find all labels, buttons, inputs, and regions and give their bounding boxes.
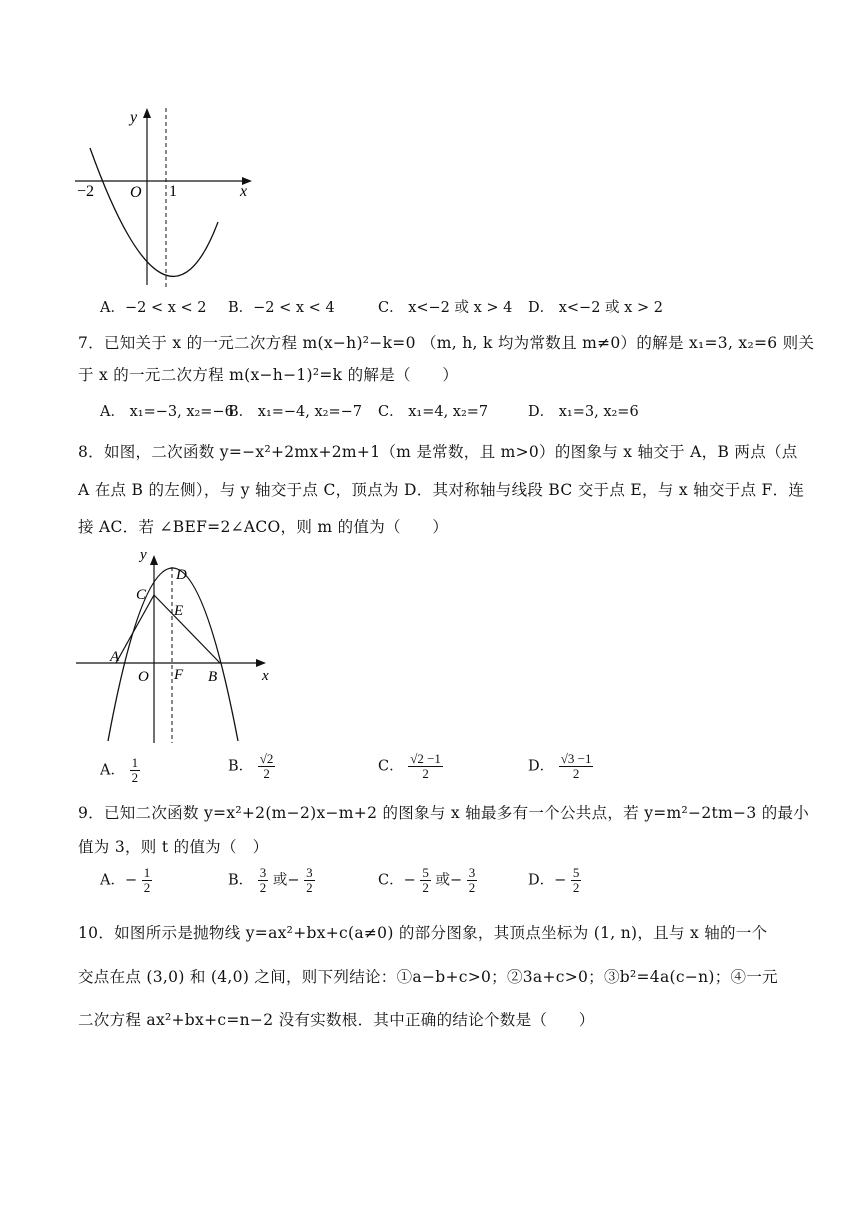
origin-label: O	[138, 669, 149, 685]
fraction	[304, 866, 315, 895]
option-label: A．−	[100, 872, 138, 889]
x-axis-label: x	[262, 668, 269, 684]
q8-option-d[interactable]	[528, 752, 593, 781]
option-label: D．	[528, 758, 555, 775]
fraction	[142, 866, 153, 895]
fraction	[258, 752, 276, 781]
y-axis-arrow	[143, 108, 151, 118]
numerator: √2 −1	[410, 751, 441, 766]
tick-label-1: 1	[169, 183, 177, 200]
segment-ac	[116, 595, 154, 663]
q6-option-a[interactable]: A．−2 < x < 2	[100, 300, 207, 316]
q7-option-c[interactable]: C． x₁=4, x₂=7	[378, 404, 489, 420]
fraction	[408, 752, 443, 781]
numerator: 1	[131, 755, 139, 770]
y-axis-arrow	[150, 555, 158, 565]
denominator: 2	[422, 766, 429, 781]
option-label: C．	[378, 758, 404, 775]
point-e-label: E	[174, 603, 184, 619]
figure-parabola-1	[70, 100, 270, 290]
point-b-label: B	[208, 669, 218, 685]
figure-parabola-2	[72, 545, 282, 745]
q9-option-a[interactable]	[100, 866, 152, 895]
tick-label-neg2: −2	[77, 183, 95, 200]
fraction	[258, 866, 269, 895]
numerator: √2	[259, 751, 274, 766]
numerator: 1	[143, 865, 151, 880]
option-label: B．	[228, 872, 254, 889]
denominator: 2	[143, 880, 151, 895]
point-c-label: C	[136, 587, 147, 603]
q7-text-line2: 于 x 的一元二次方程 m(x−h−1)²=k 的解是（ ）	[78, 366, 459, 384]
q7-option-d[interactable]: D． x₁=3, x₂=6	[528, 404, 639, 420]
q7-text-line1: 7．已知关于 x 的一元二次方程 m(x−h)²−k=0 （m, h, k 均为常数且 m≠0）的解是 x₁=3, x₂=6 则关	[78, 334, 815, 352]
q8-text-line1: 8．如图，二次函数 y=−x²+2mx+2m+1（m 是常数，且 m>0）的图象与 x 轴交于 A，B 两点（点	[78, 443, 798, 461]
fraction	[571, 866, 582, 895]
q7-option-a[interactable]: A． x₁=−3, x₂=−6	[100, 404, 234, 420]
parabola-curve	[108, 568, 238, 741]
parabola-curve	[90, 148, 218, 276]
denominator: 2	[468, 880, 476, 895]
fraction	[559, 752, 594, 781]
q9-text-line1: 9．已知二次函数 y=x²+2(m−2)x−m+2 的图象与 x 轴最多有一个公共点，若 y=m²−2tm−3 的最小	[78, 804, 810, 822]
option-connector: 或−	[435, 872, 463, 889]
q9-text-line2: 值为 3，则 t 的值为（ ）	[78, 838, 269, 856]
fraction	[467, 866, 478, 895]
denominator: 2	[306, 880, 313, 895]
q8-option-a[interactable]	[100, 756, 140, 785]
numerator: 3	[306, 865, 313, 880]
denominator: 2	[572, 766, 580, 781]
option-connector: 或−	[272, 872, 300, 889]
option-label: D．−	[528, 872, 567, 889]
x-axis-arrow	[256, 659, 266, 667]
y-axis-label: y	[140, 547, 147, 563]
q6-option-c[interactable]: C． x<−2 或 x > 4	[378, 300, 513, 316]
point-d-label: D	[176, 567, 187, 583]
option-label: C．−	[378, 872, 416, 889]
q10-text-line1: 10．如图所示是抛物线 y=ax²+bx+c(a≠0) 的部分图象，其顶点坐标为 (1, n)，且与 x 轴的一个	[78, 924, 768, 942]
q9-option-c[interactable]	[378, 866, 477, 895]
point-a-label: A	[110, 649, 120, 665]
x-axis-label: x	[240, 183, 248, 200]
q8-text-line2: A 在点 B 的左侧），与 y 轴交于点 C，顶点为 D．其对称轴与线段 BC 交于点 E，与 x 轴交于点 F．连	[78, 481, 805, 499]
numerator: 5	[572, 865, 580, 880]
denominator: 2	[422, 880, 429, 895]
q7-option-b[interactable]: B． x₁=−4, x₂=−7	[228, 404, 363, 420]
segment-bc	[154, 595, 220, 663]
denominator: 2	[131, 770, 139, 785]
q8-option-b[interactable]	[228, 752, 275, 781]
q10-text-line2: 交点在点 (3,0) 和 (4,0) 之间，则下列结论：①a−b+c>0；②3a+c>0；③b²=4a(c−n)；④一元	[78, 968, 778, 986]
q6-option-d[interactable]: D． x<−2 或 x > 2	[528, 300, 663, 316]
y-axis-label: y	[130, 109, 138, 126]
denominator: 2	[572, 880, 580, 895]
q6-option-b[interactable]: B．−2 < x < 4	[228, 300, 335, 316]
q9-option-d[interactable]	[528, 866, 581, 895]
denominator: 2	[263, 766, 270, 781]
numerator: 5	[422, 865, 429, 880]
option-label: A．	[100, 762, 125, 779]
denominator: 2	[259, 880, 267, 895]
numerator: 3	[259, 865, 267, 880]
numerator: 3	[468, 865, 476, 880]
q8-option-c[interactable]	[378, 752, 443, 781]
option-label: B．	[228, 758, 254, 775]
q8-text-line3: 接 AC．若 ∠BEF=2∠ACO，则 m 的值为（ ）	[78, 518, 449, 536]
fraction	[420, 866, 431, 895]
origin-label: O	[130, 184, 142, 201]
q10-text-line3: 二次方程 ax²+bx+c=n−2 没有实数根．其中正确的结论个数是（ ）	[78, 1011, 595, 1029]
q9-option-b[interactable]	[228, 866, 315, 895]
point-f-label: F	[174, 667, 184, 683]
fraction	[130, 756, 141, 785]
numerator: √3 −1	[560, 751, 592, 766]
